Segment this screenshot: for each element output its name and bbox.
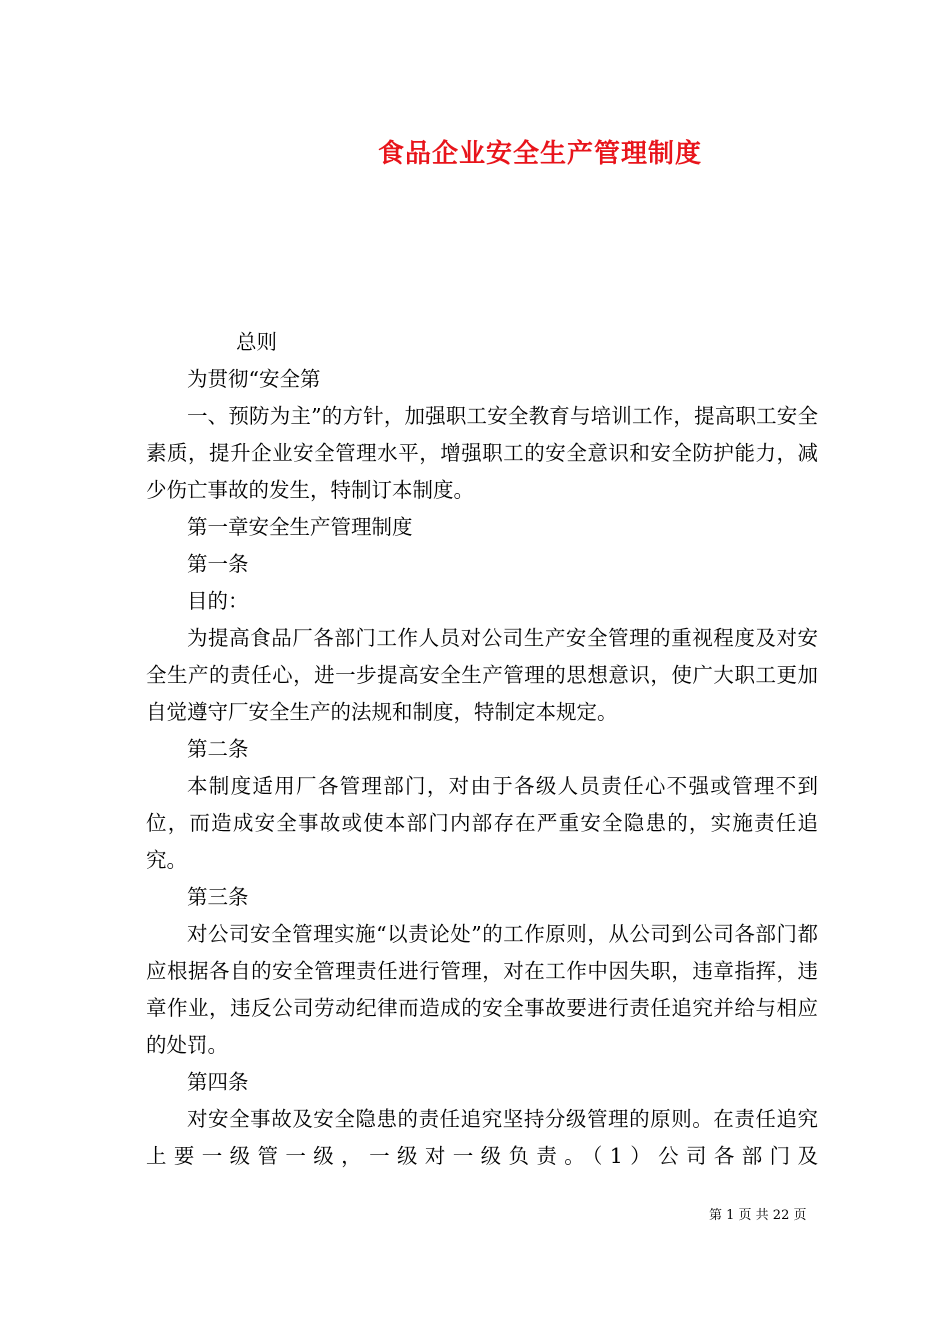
paragraph: 为贯彻“安全第 <box>187 367 321 391</box>
section-heading: 总则 <box>236 330 277 354</box>
paragraph: 本制度适用厂各管理部门，对由于各级人员责任心不强或管理不到位，而造成安全事故或使本部门内部存在严重安全隐患的，实施责任追究。 <box>146 774 818 872</box>
page-number: 第 1 页 共 22 页 <box>709 1208 807 1223</box>
paragraph: 一、预防为主”的方针，加强职工安全教育与培训工作，提高职工安全素质，提升企业安全管理水平，增强职工的安全意识和安全防护能力，减少伤亡事故的发生，特制订本制度。 <box>146 404 818 502</box>
article-heading: 第二条 <box>187 737 249 761</box>
paragraph: 目的： <box>187 589 249 613</box>
document-title: 食品企业安全生产管理制度 <box>377 139 702 169</box>
paragraph: 对安全事故及安全隐患的责任追究坚持分级管理的原则。在责任追究上要一级管一级，一级对一级负责。（1）公司各部门及 <box>146 1107 818 1168</box>
chapter-heading: 第一章安全生产管理制度 <box>187 515 413 539</box>
article-heading: 第四条 <box>187 1070 249 1094</box>
article-heading: 第一条 <box>187 552 249 576</box>
document-body <box>146 324 818 1175</box>
paragraph: 为提高食品厂各部门工作人员对公司生产安全管理的重视程度及对安全生产的责任心，进一步提高安全生产管理的思想意识，使广大职工更加自觉遵守厂安全生产的法规和制度，特制定本规定。 <box>146 626 818 724</box>
paragraph: 对公司安全管理实施“以责论处”的工作原则，从公司到公司各部门都应根据各自的安全管理责任进行管理，对在工作中因失职，违章指挥，违章作业，违反公司劳动纪律而造成的安全事故要进行责任追究并给与相应的处罚。 <box>146 922 818 1057</box>
article-heading: 第三条 <box>187 885 249 909</box>
